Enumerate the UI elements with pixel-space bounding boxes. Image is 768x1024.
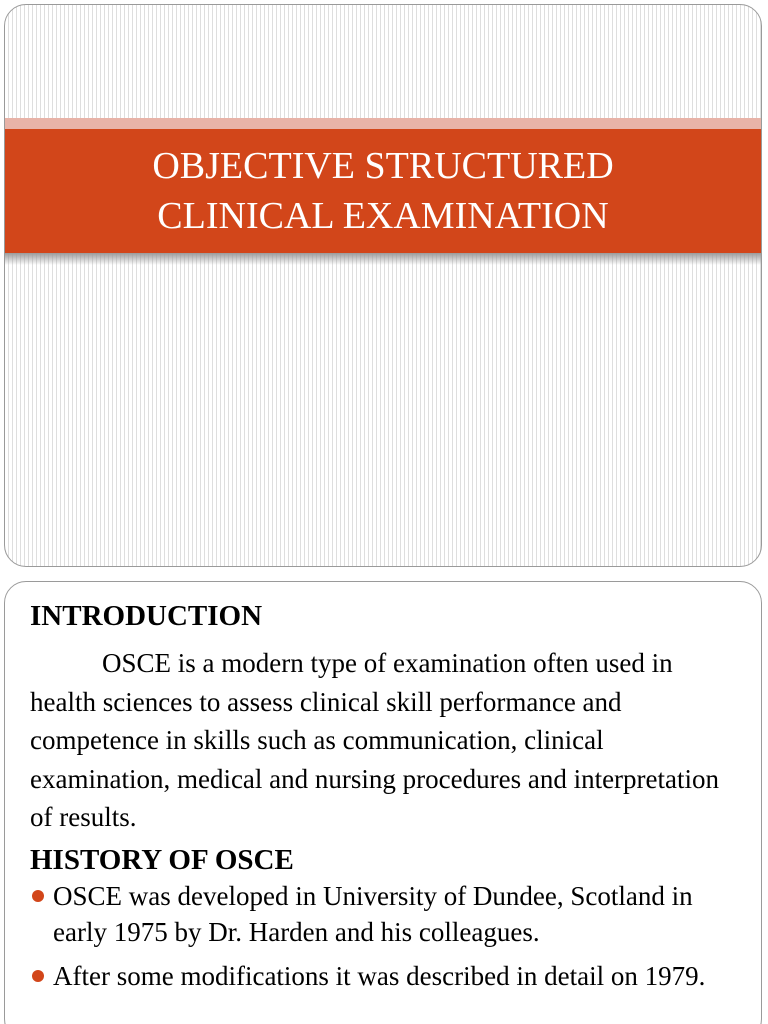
list-item [5,958,743,994]
slide-title-line-1: OBJECTIVE STRUCTURED [152,145,614,187]
history-heading: HISTORY OF OSCE [30,844,294,876]
bullet-text: After some modifications it was described in detail on 1979. [53,961,706,991]
title-band-accent [5,118,761,129]
list-item [5,878,743,950]
content-slide [4,581,762,1024]
bullet-dot-icon [32,970,44,982]
title-band-shadow [5,253,761,265]
slide-title [152,141,613,241]
title-band [5,129,761,253]
bullet-dot-icon [32,890,44,902]
bullet-text: OSCE was developed in University of Dundee, Scotland in early 1975 by Dr. Harden and his colleagues. [53,881,693,947]
title-slide [4,4,762,567]
introduction-heading: INTRODUCTION [30,600,263,632]
history-bullet-list [5,878,762,1002]
slide-title-line-2: CLINICAL EXAMINATION [157,195,609,237]
introduction-paragraph: OSCE is a modern type of examination often used in health sciences to assess clinical skill performance and competence in skills such as communication, clinical examination, medical and nursing procedures and interpretation of results. [30,648,720,832]
